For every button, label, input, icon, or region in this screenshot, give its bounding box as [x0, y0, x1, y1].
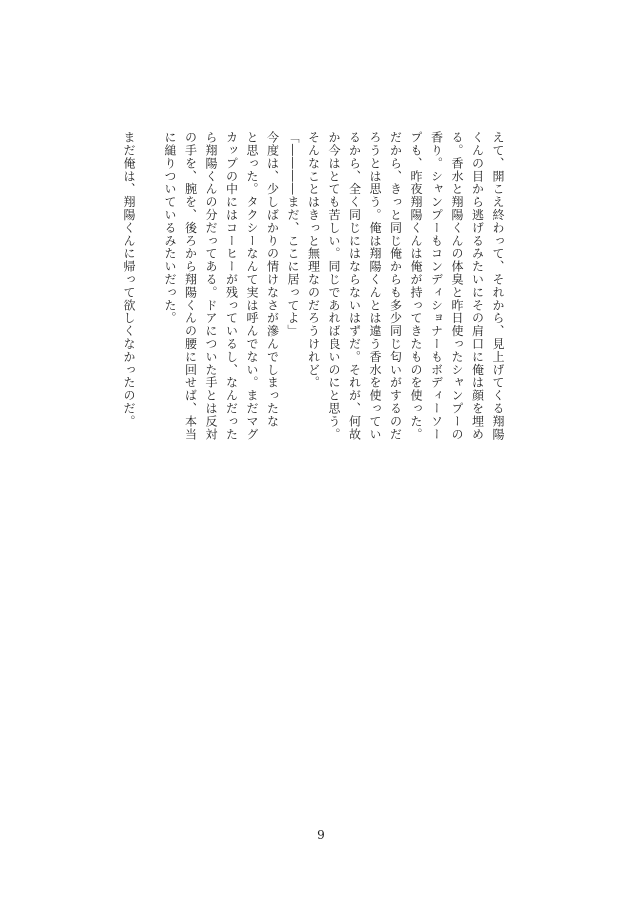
- text-line: に縋りついているみたいだった。: [163, 131, 177, 325]
- vertical-text-body: [122, 131, 508, 521]
- text-line: るから、全く同じにはならないはずだ。それが、何故: [347, 131, 362, 441]
- text-line: えて、開こえ終わって、それから、見上げてくる翔陽: [491, 131, 505, 441]
- dialogue-line: 「――――まだ、ここに居ってよ」: [286, 131, 300, 338]
- text-line: まだ俺は、翔陽くんに帰って欲しくなかったのだ。: [122, 131, 136, 428]
- blank-line: [139, 131, 160, 521]
- text-line: ろうとは思う。俺は翔陽くんとは違う香水を使ってい: [368, 131, 382, 441]
- text-line: の手を、腕を、後ろから翔陽くんの腰に回せば、本当: [183, 131, 198, 441]
- text-line: そんなことはきっと無理なのだろうけれど。: [306, 131, 321, 389]
- text-line: プも、昨夜翔陽くんは俺が持ってきたものを使った。: [409, 131, 423, 441]
- text-line: カップの中にはコーヒーが残っているし、なんだった: [224, 131, 239, 441]
- text-line: 香り。シャンプーもコンディショナーもボディーソー: [429, 131, 444, 441]
- page-number: 9: [317, 828, 325, 842]
- text-line: か今はとても苦しい。同じであれば良いのにと思う。: [327, 131, 341, 441]
- text-line: くんの目から逃げるみたいにその肩口に俺は顔を埋め: [470, 131, 485, 441]
- text-line: だから、きっと同じ俺からも多少同じ匂いがするのだ: [388, 131, 403, 441]
- text-line: る。香水と翔陽くんの体臭と昨日使ったシャンプーの: [450, 131, 464, 441]
- text-line: 今度は、少しばかりの情けなさが滲んでしまったな: [265, 131, 280, 428]
- text-line: と思った。タクシーなんて実は呼んでない。まだマグ: [245, 131, 259, 441]
- text-line: ら翔陽くんの分だってある。ドアについた手とは反対: [204, 131, 218, 441]
